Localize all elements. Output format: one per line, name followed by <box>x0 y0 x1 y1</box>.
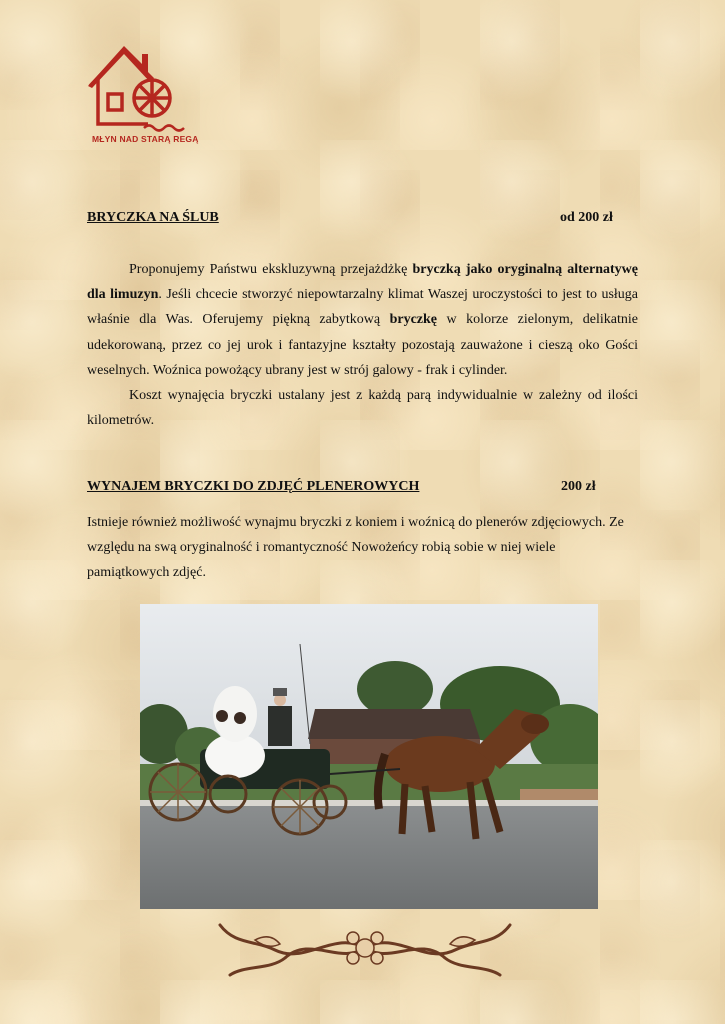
logo-caption: MŁYN NAD STARĄ REGĄ <box>92 134 199 144</box>
floral-ornament-icon <box>215 910 515 985</box>
paragraph: Proponujemy Państwu ekskluzywną przejażdżkę bryczką jako oryginalną alternatywę dla limuzyn. Jeśli chcecie stworzyć niepowtarzalny klimat Waszej uroczystości to jest to usługa właśnie dla Was. Oferujemy piękną zabytkową bryczkę w kolorze zielonym, delikatnie udekorowaną, przez co jej urok i fantazyjne kształty pozostają zauważone i cieszą oko Gości weselnych. Woźnica powożący ubrany jest w strój galowy - frak i cylinder. <box>87 262 639 378</box>
section-body <box>87 510 638 586</box>
paragraph: Istnieje również możliwość wynajmu bryczki z koniem i woźnicą do plenerów zdjęciowych. Ze względu na swą oryginalność i romantyczność Nowożeńcy robią sobie w niej wiele pamiątkowych zdjęć. <box>87 515 624 581</box>
price-label: od 200 zł <box>560 210 613 225</box>
section-title: BRYCZKA NA ŚLUB <box>87 210 219 225</box>
section-title: WYNAJEM BRYCZKI DO ZDJĘĆ PLENEROWYCH <box>87 479 420 494</box>
price-label: 200 zł <box>561 479 596 494</box>
section-body <box>87 257 638 433</box>
paragraph: Koszt wynajęcia bryczki ustalany jest z każdą parą indywidualnie w zależny od ilości kilometrów. <box>87 388 638 429</box>
wedding-carriage-photo <box>140 604 598 909</box>
